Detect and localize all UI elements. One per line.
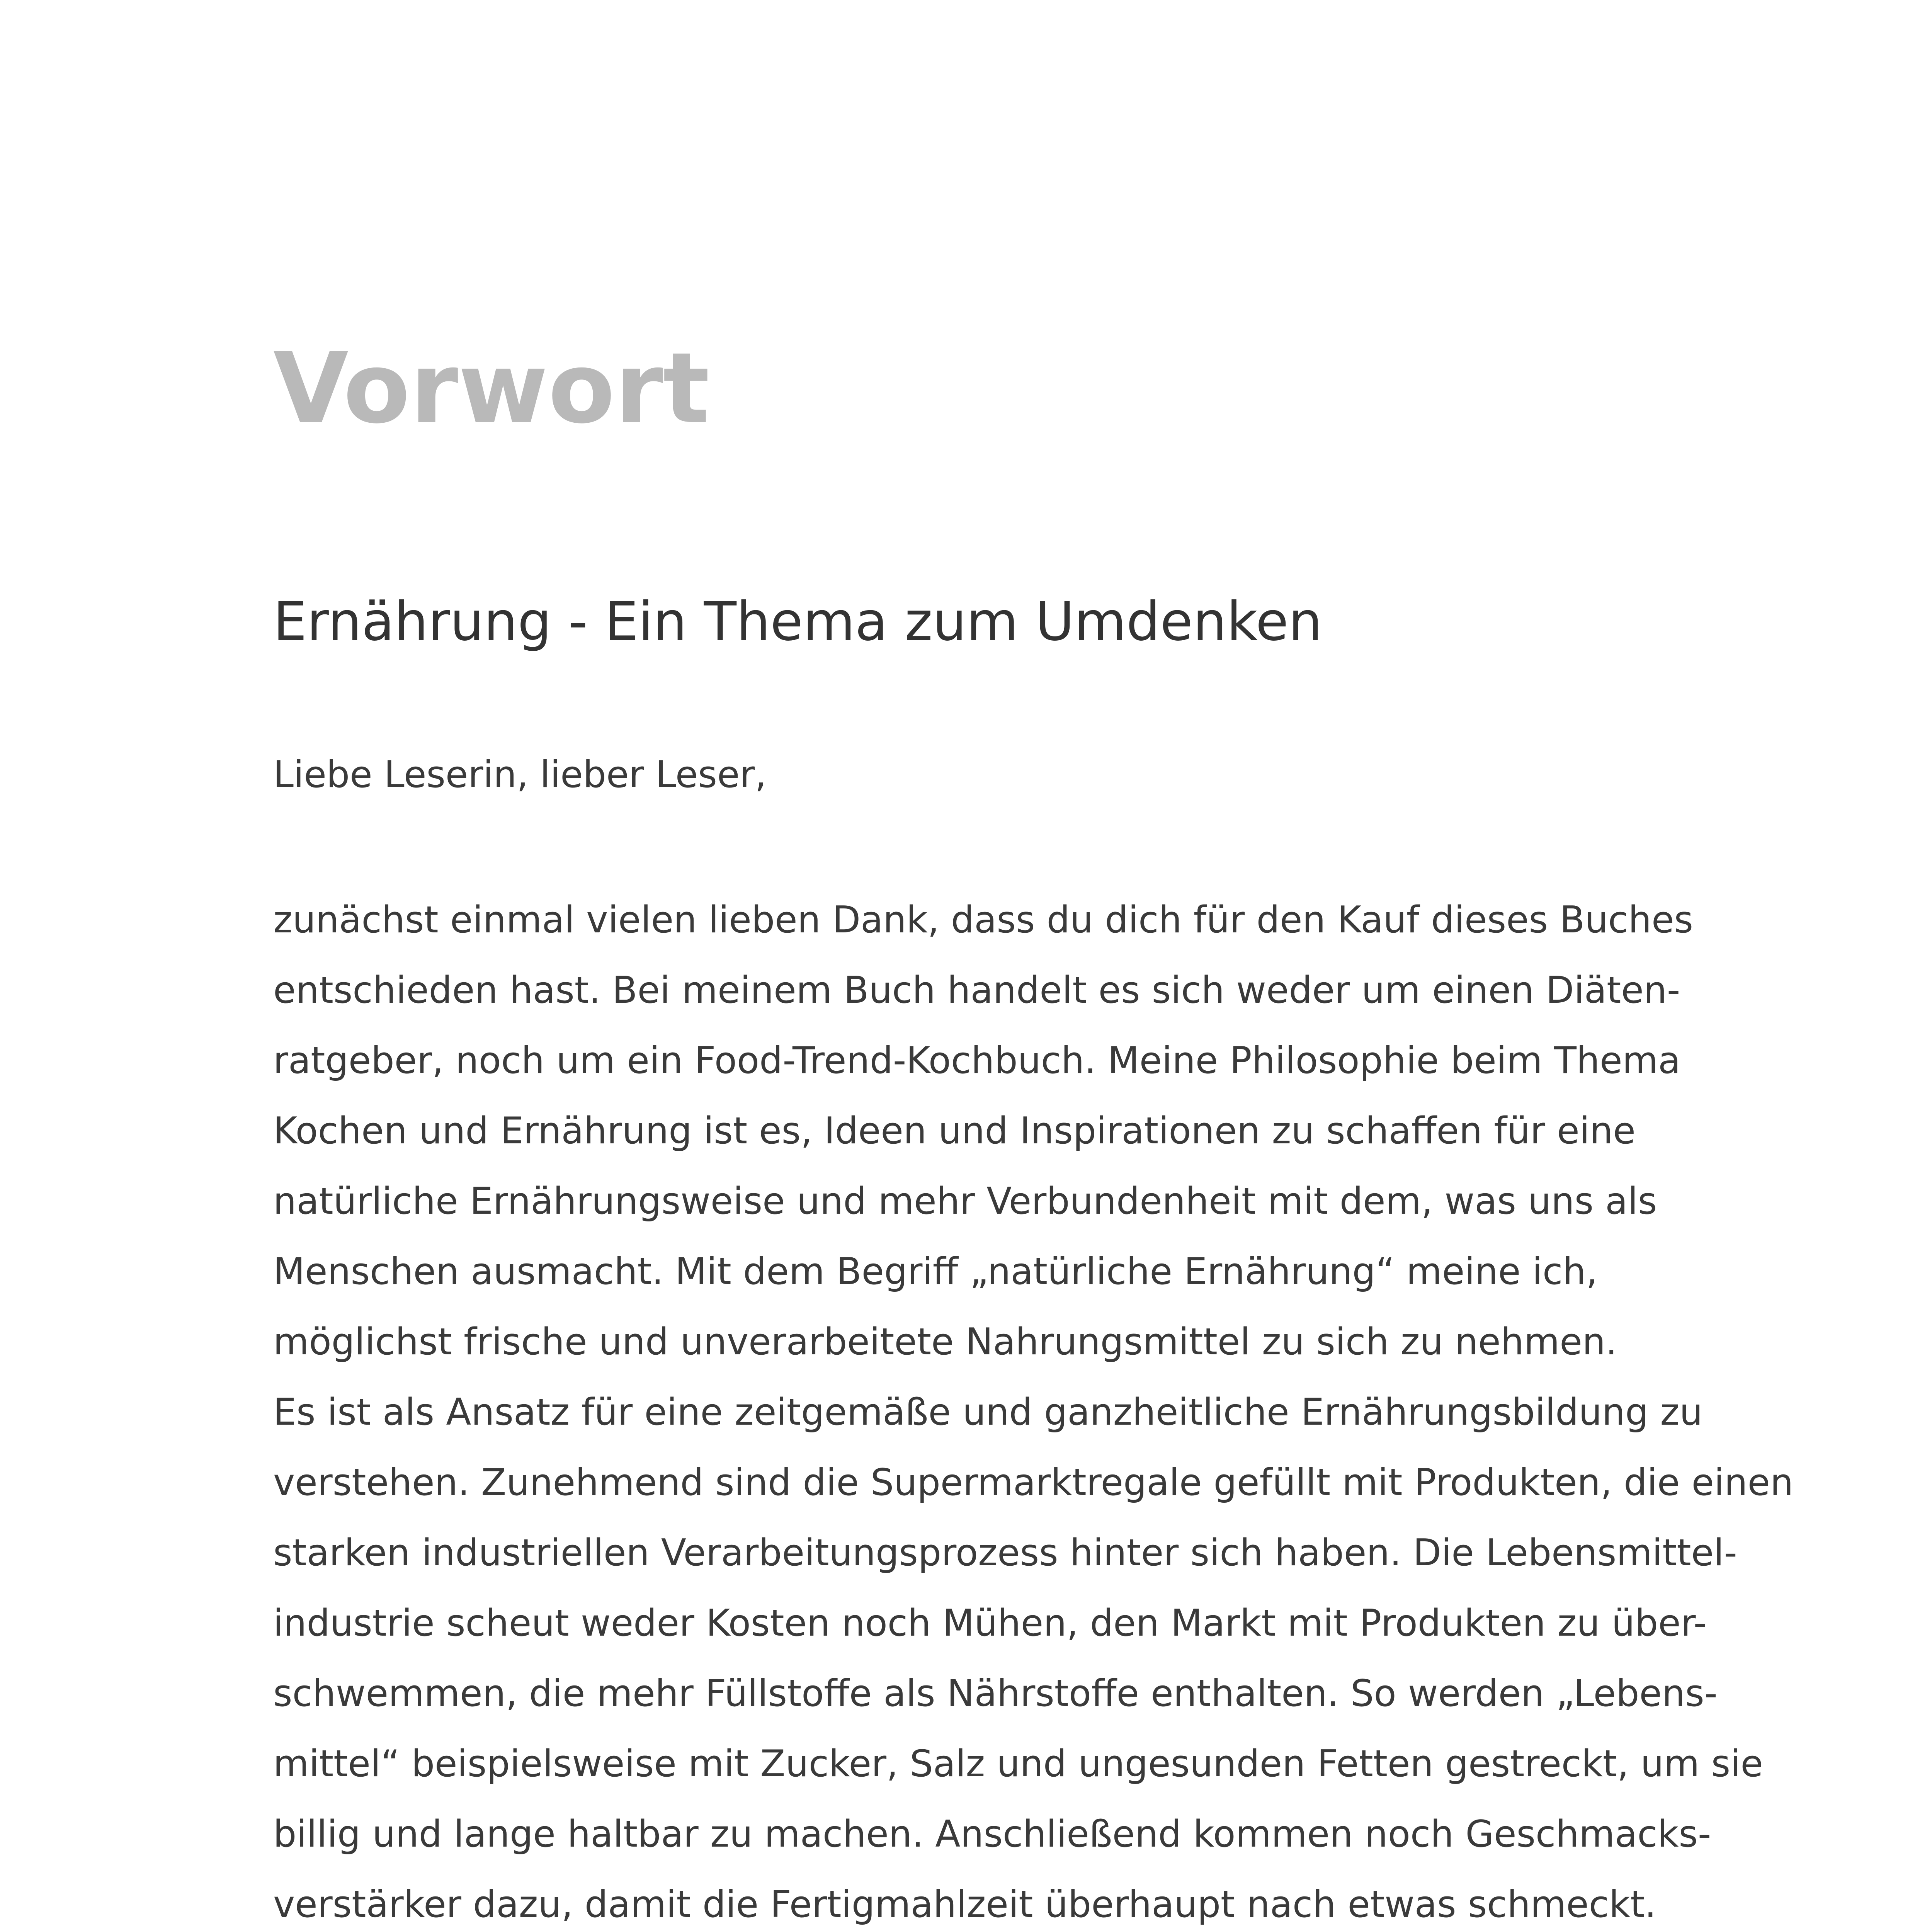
text-line: entschieden hast. Bei meinem Buch handelt es sich weder um einen Diäten-: [273, 969, 1680, 1012]
text-line: billig und lange haltbar zu machen. Anschließend kommen noch Geschmacks-: [273, 1813, 1711, 1855]
text-line: mittel“ beispielsweise mit Zucker, Salz und ungesunden Fetten gestreckt, um sie: [273, 1743, 1763, 1785]
chapter-title: Vorwort: [273, 332, 710, 445]
text-line: verstärker dazu, damit die Fertigmahlzeit überhaupt nach etwas schmeckt.: [273, 1883, 1656, 1926]
salutation: Liebe Leserin, lieber Leser,: [273, 753, 767, 796]
text-line: möglichst frische und unverarbeitete Nahrungsmittel zu sich zu nehmen.: [273, 1321, 1617, 1363]
text-line: Kochen und Ernährung ist es, Ideen und Inspirationen zu schaffen für eine: [273, 1110, 1636, 1152]
text-line: verstehen. Zunehmend sind die Supermarktregale gefüllt mit Produkten, die einen: [273, 1461, 1794, 1504]
section-title: Ernährung - Ein Thema zum Umdenken: [273, 590, 1323, 653]
text-line: schwemmen, die mehr Füllstoffe als Nährstoffe enthalten. So werden „Lebens-: [273, 1672, 1718, 1715]
body-paragraph-1: [273, 885, 1793, 1932]
text-line: Menschen ausmacht. Mit dem Begriff „natürliche Ernährung“ meine ich,: [273, 1250, 1598, 1293]
text-line: Es ist als Ansatz für eine zeitgemäße und ganzheitliche Ernährungsbildung zu: [273, 1391, 1703, 1434]
text-line: ratgeber, noch um ein Food-Trend-Kochbuch. Meine Philosophie beim Thema: [273, 1039, 1681, 1082]
text-line: industrie scheut weder Kosten noch Mühen, den Markt mit Produkten zu über-: [273, 1602, 1707, 1645]
text-line: natürliche Ernährungsweise und mehr Verbundenheit mit dem, was uns als: [273, 1180, 1657, 1223]
text-line: zunächst einmal vielen lieben Dank, dass du dich für den Kauf dieses Buches: [273, 899, 1694, 941]
text-line: starken industriellen Verarbeitungsprozess hinter sich haben. Die Lebensmittel-: [273, 1532, 1737, 1574]
